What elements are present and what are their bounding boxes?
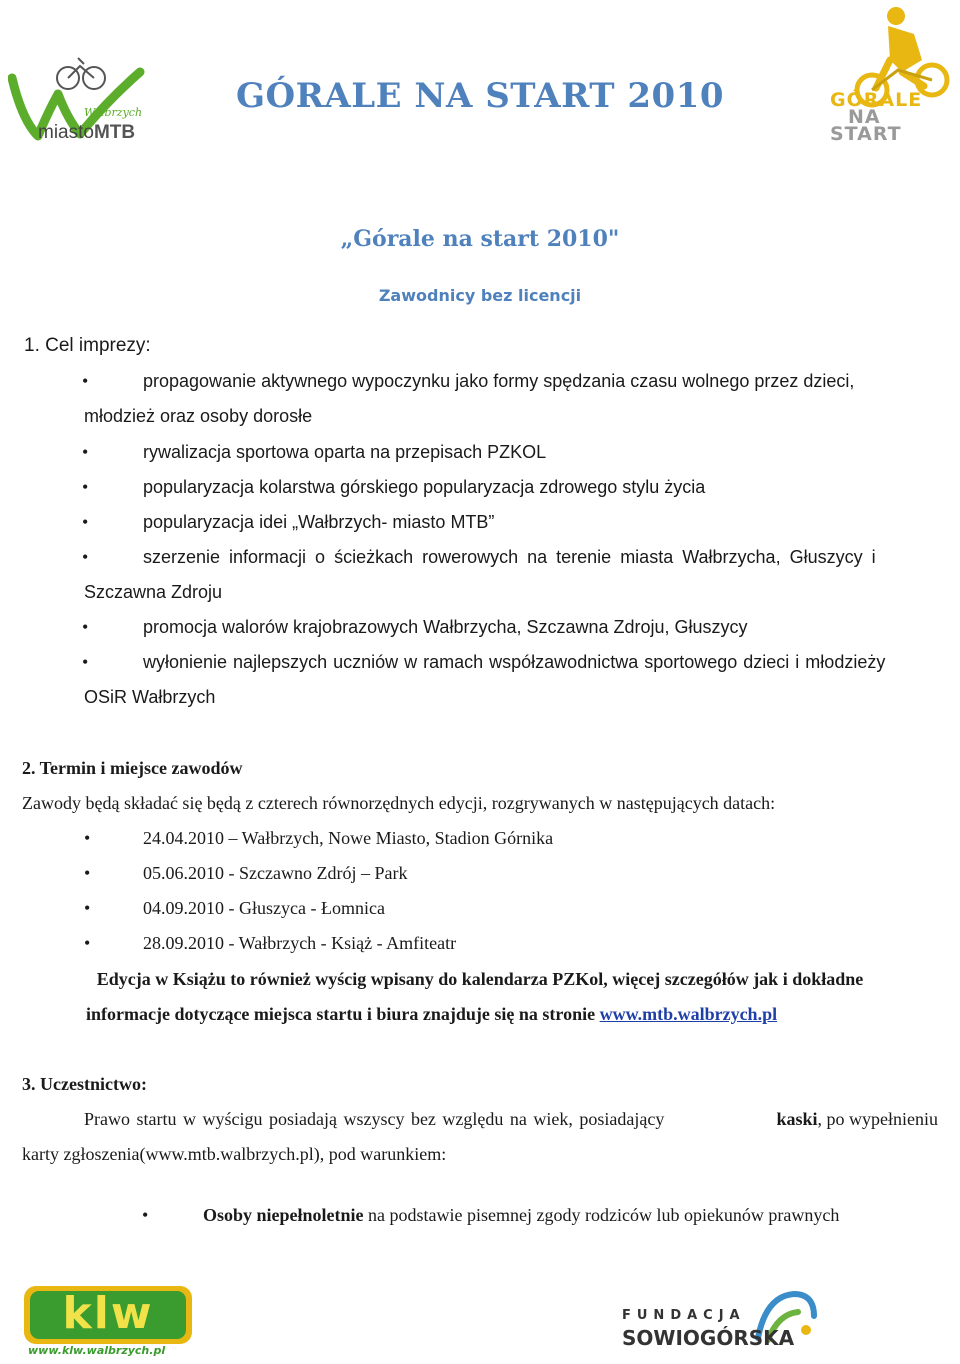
section3-paragraph: Prawo startu w wyścigu posiadają wszyscy bez względu na wiek, posiadający kaski, po wypełnieniu	[84, 1109, 938, 1129]
sowiogorska-text: SOWIOGÓRSKA	[622, 1326, 795, 1350]
list-item-cont: Szczawna Zdroju	[84, 582, 223, 602]
list-item: wyłonienie najlepszych uczniów w ramach współzawodnictwa sportowego dzieci i młodzieży	[143, 652, 886, 672]
section1-heading: 1. Cel imprezy:	[24, 335, 151, 356]
bullet-icon: •	[82, 512, 89, 532]
logo-gorale-text: GÓRALE NA START	[830, 89, 923, 145]
minors-condition: Osoby niepełnoletnie na podstawie pisemnej zgody rodziców lub opiekunów prawnych	[203, 1205, 840, 1225]
kaski-emphasis: kaski, po wypełnieniu	[776, 1109, 938, 1129]
section3-heading: 3. Uczestnictwo:	[22, 1074, 147, 1094]
list-item: szerzenie informacji o ścieżkach rowerowych na terenie miasta Wałbrzycha, Głuszycy i	[143, 547, 876, 567]
bullet-icon: •	[82, 442, 89, 462]
bullet-icon: •	[82, 477, 89, 497]
bullet-icon: •	[84, 863, 91, 883]
date-item: 05.06.2010 - Szczawno Zdrój – Park	[143, 863, 408, 883]
page-title: GÓRALE NA START 2010	[235, 76, 725, 116]
logo-fundacja-sowiogorska	[622, 1286, 822, 1360]
list-item: popularyzacja idei „Wałbrzych- miasto MTB”	[143, 512, 495, 532]
klw-url: www.klw.walbrzych.pl	[28, 1344, 166, 1357]
logo-walbrzych-script: Wałbrzych	[84, 106, 143, 119]
document-subtitle: „Górale na start 2010"	[340, 226, 620, 252]
section2-heading: 2. Termin i miejsce zawodów	[22, 758, 243, 778]
bullet-icon: •	[82, 652, 89, 672]
list-item: promocja walorów krajobrazowych Wałbrzycha, Szczawna Zdroju, Głuszycy	[143, 617, 748, 637]
section2-intro: Zawody będą składać się będą z czterech równorzędnych edycji, rozgrywanych w następujących datach:	[22, 793, 776, 813]
bullet-icon: •	[142, 1205, 149, 1225]
list-item-cont: OSiR Wałbrzych	[84, 687, 216, 707]
logo-klw	[24, 1286, 194, 1360]
bullet-icon: •	[84, 933, 91, 953]
logo-gorale-na-start	[828, 2, 960, 148]
bullet-icon: •	[84, 828, 91, 848]
ksiaz-note-line2: informacje dotyczące miejsca startu i biura znajduje się na stronie www.mtb.walbrzych.pl	[86, 1004, 778, 1024]
bullet-icon: •	[82, 547, 89, 567]
license-category: Zawodnicy bez licencji	[378, 286, 582, 305]
list-item-cont: młodzież oraz osoby dorosłe	[84, 406, 313, 426]
list-item: propagowanie aktywnego wypoczynku jako formy spędzania czasu wolnego przez dzieci,	[143, 371, 855, 391]
bullet-icon: •	[82, 617, 89, 637]
fundacja-text: FUNDACJA	[622, 1308, 746, 1323]
list-item: popularyzacja kolarstwa górskiego popularyzacja zdrowego stylu życia	[143, 477, 706, 497]
section3-paragraph-cont: karty zgłoszenia(www.mtb.walbrzych.pl), pod warunkiem:	[22, 1144, 447, 1164]
date-item: 28.09.2010 - Wałbrzych - Książ - Amfiteatr	[143, 933, 457, 953]
date-item: 04.09.2010 - Głuszyca - Łomnica	[143, 898, 385, 918]
bullet-icon: •	[82, 371, 89, 391]
bullet-icon: •	[84, 898, 91, 918]
date-item: 24.04.2010 – Wałbrzych, Nowe Miasto, Stadion Górnika	[143, 828, 554, 848]
website-link[interactable]: www.mtb.walbrzych.pl	[599, 1004, 778, 1024]
klw-logo-text: klw	[62, 1288, 154, 1339]
ksiaz-note-line1: Edycja w Książu to również wyścig wpisany do kalendarza PZKol, więcej szczegółów jak i dokładne	[96, 969, 864, 989]
list-item: rywalizacja sportowa oparta na przepisach PZKOL	[143, 442, 547, 462]
logo-miasto-text: miastoMTB	[38, 122, 136, 143]
